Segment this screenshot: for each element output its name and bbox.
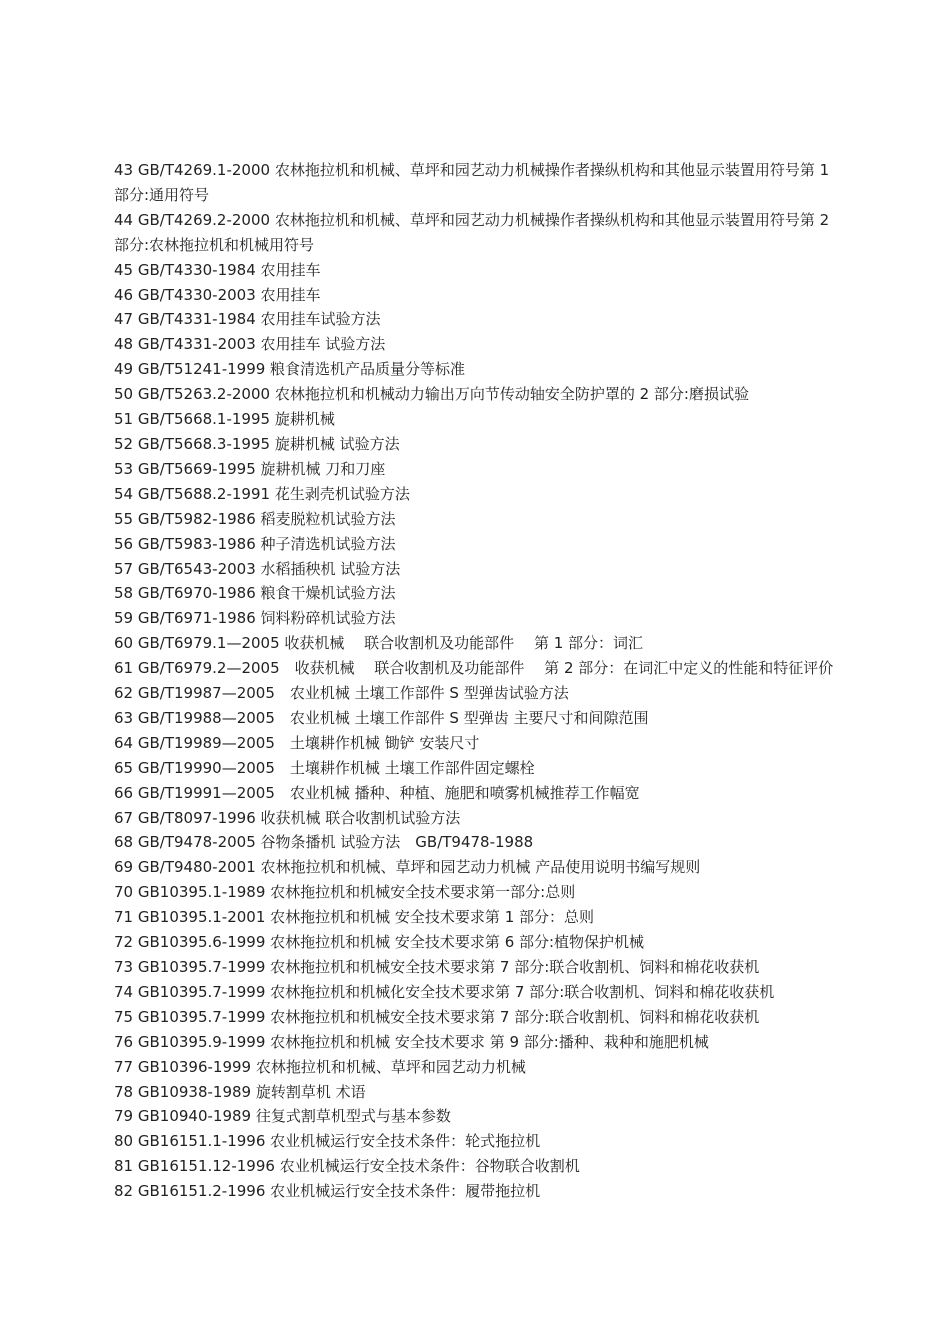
standard-entry-52: 52 GB/T5668.3-1995 旋耕机械 试验方法 [114, 434, 400, 453]
standard-entry-57: 57 GB/T6543-2003 水稻插秧机 试验方法 [114, 559, 401, 578]
standard-entry-62: 62 GB/T19987—2005 农业机械 土壤工作部件 S 型弹齿试验方法 [114, 684, 569, 703]
standard-entry-74: 74 GB10395.7-1999 农林拖拉机和机械化安全技术要求第 7 部分:联合收割机、饲料和棉花收获机 [114, 982, 775, 1001]
standard-entry-60: 60 GB/T6979.1—2005 收获机械 联合收割机及功能部件 第 1 部分：词汇 [114, 634, 644, 653]
standard-entry-45: 45 GB/T4330-1984 农用挂车 [114, 260, 321, 279]
standard-entry-51: 51 GB/T5668.1-1995 旋耕机械 [114, 410, 335, 429]
standard-entry-67: 67 GB/T8097-1996 收获机械 联合收割机试验方法 [114, 808, 461, 827]
standard-entry-63: 63 GB/T19988—2005 农业机械 土壤工作部件 S 型弹齿 主要尺寸和间隙范围 [114, 708, 649, 727]
standard-entry-71: 71 GB10395.1-2001 农林拖拉机和机械 安全技术要求第 1 部分：总则 [114, 908, 595, 927]
standard-entry-76: 76 GB10395.9-1999 农林拖拉机和机械 安全技术要求 第 9 部分:播种、栽种和施肥机械 [114, 1032, 709, 1051]
standard-entry-61: 61 GB/T6979.2—2005 收获机械 联合收割机及功能部件 第 2 部分：在词汇中定义的性能和特征评价 [114, 659, 834, 678]
standard-entry-73: 73 GB10395.7-1999 农林拖拉机和机械安全技术要求第 7 部分:联合收割机、饲料和棉花收获机 [114, 958, 760, 976]
standard-entry-48: 48 GB/T4331-2003 农用挂车 试验方法 [114, 335, 386, 354]
standard-entry-54: 54 GB/T5688.2-1991 花生剥壳机试验方法 [114, 484, 410, 503]
standard-entry-81: 81 GB16151.12-1996 农业机械运行安全技术条件：谷物联合收割机 [114, 1157, 580, 1176]
standard-entry-64: 64 GB/T19989—2005 土壤耕作机械 锄铲 安装尺寸 [114, 733, 480, 752]
standard-entry-50: 50 GB/T5263.2-2000 农林拖拉机和机械动力输出万向节传动轴安全防护罩的 2 部分:磨损试验 [114, 385, 749, 404]
standard-entry-66: 66 GB/T19991—2005 农业机械 播种、种植、施肥和喷雾机械推荐工作幅宽 [114, 783, 640, 802]
standard-entry-55: 55 GB/T5982-1986 稻麦脱粒机试验方法 [114, 509, 396, 528]
standard-entry-79: 79 GB10940-1989 往复式割草机型式与基本参数 [114, 1107, 451, 1126]
standard-entry-65: 65 GB/T19990—2005 土壤耕作机械 土壤工作部件固定螺栓 [114, 758, 535, 777]
standard-entry-78: 78 GB10938-1989 旋转割草机 术语 [114, 1082, 366, 1101]
standard-entry-58: 58 GB/T6970-1986 粮食干燥机试验方法 [114, 584, 396, 603]
standard-entry-70: 70 GB10395.1-1989 农林拖拉机和机械安全技术要求第一部分:总则 [114, 883, 576, 902]
standard-entry-69: 69 GB/T9480-2001 农林拖拉机和机械、草坪和园艺动力机械 产品使用说明书编写规则 [114, 858, 701, 877]
standard-entry-44: 44 GB/T4269.2-2000 农林拖拉机和机械、草坪和园艺动力机械操作者操纵机构和其他显示装置用符号第 2 部分:农林拖拉机和机械用符号 [114, 210, 834, 254]
standard-entry-53: 53 GB/T5669-1995 旋耕机械 刀和刀座 [114, 459, 386, 478]
standard-entry-72: 72 GB10395.6-1999 农林拖拉机和机械 安全技术要求第 6 部分:植物保护机械 [114, 933, 645, 952]
standard-entry-56: 56 GB/T5983-1986 种子清选机试验方法 [114, 534, 396, 553]
document-page [114, 158, 840, 1204]
standard-entry-46: 46 GB/T4330-2003 农用挂车 [114, 285, 321, 304]
standard-entry-59: 59 GB/T6971-1986 饲料粉碎机试验方法 [114, 609, 396, 628]
standard-entry-75: 75 GB10395.7-1999 农林拖拉机和机械安全技术要求第 7 部分:联合收割机、饲料和棉花收获机 [114, 1007, 760, 1026]
standard-entry-82: 82 GB16151.2-1996 农业机械运行安全技术条件：履带拖拉机 [114, 1182, 541, 1201]
standard-entry-80: 80 GB16151.1-1996 农业机械运行安全技术条件：轮式拖拉机 [114, 1132, 541, 1151]
standard-entry-49: 49 GB/T51241-1999 粮食清选机产品质量分等标准 [114, 360, 466, 379]
standard-entry-43: 43 GB/T4269.1-2000 农林拖拉机和机械、草坪和园艺动力机械操作者操纵机构和其他显示装置用符号第 1 部分:通用符号 [114, 161, 834, 204]
standard-entry-77: 77 GB10396-1999 农林拖拉机和机械、草坪和园艺动力机械 [114, 1057, 526, 1076]
standard-entry-68: 68 GB/T9478-2005 谷物条播机 试验方法 GB/T9478-1988 [114, 833, 534, 852]
standard-entry-47: 47 GB/T4331-1984 农用挂车试验方法 [114, 310, 381, 329]
